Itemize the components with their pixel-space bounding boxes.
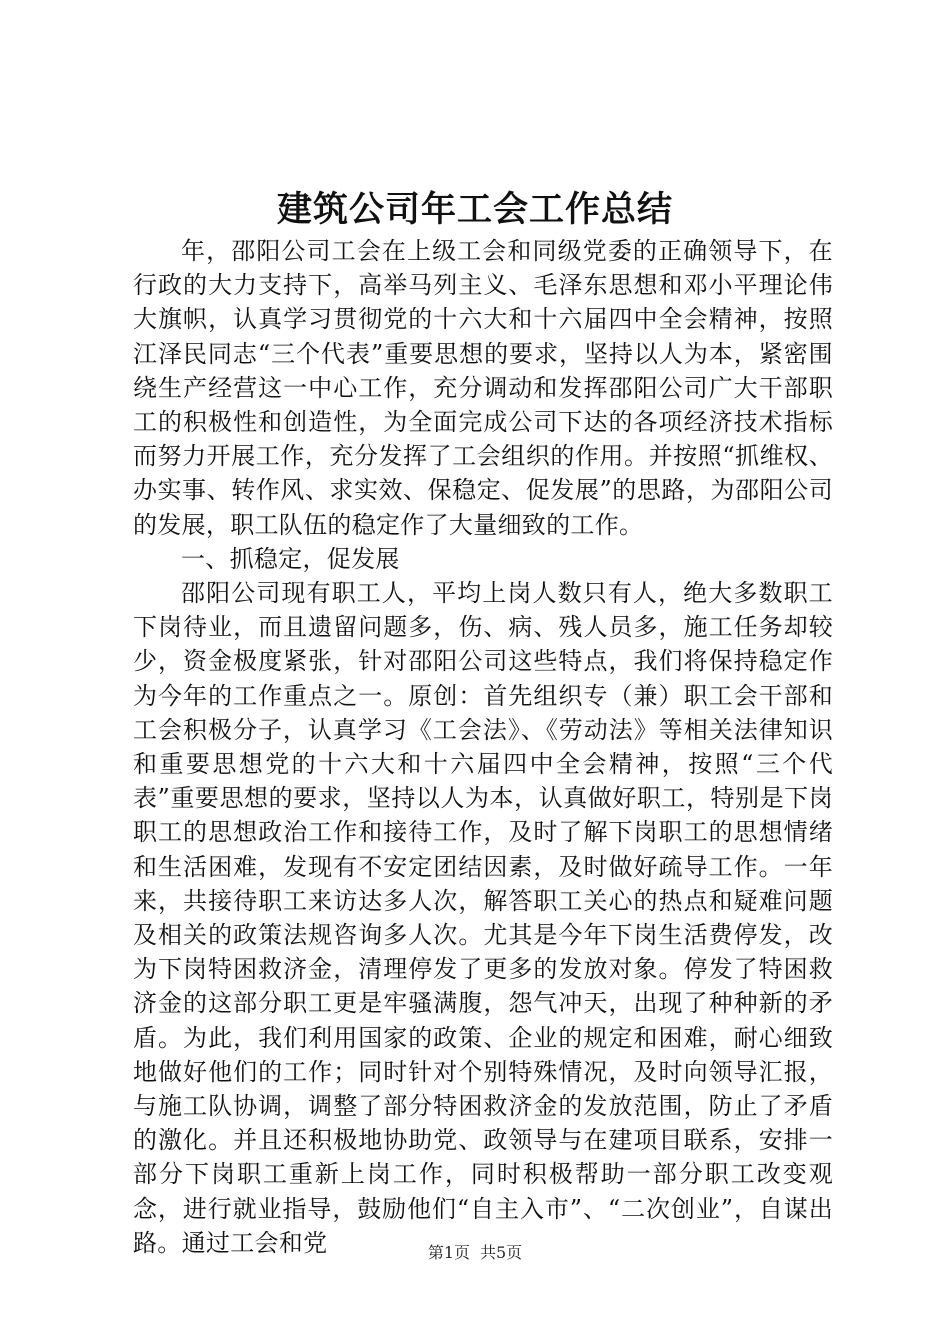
document-body — [133, 234, 833, 1260]
page-number: 第1页 — [427, 1243, 470, 1262]
section-heading: 一、抓稳定，促发展 — [181, 544, 400, 573]
section-paragraph: 邵阳公司现有职工人，平均上岗人数只有人，绝大多数职工下岗待业，而且遗留问题多，伤、病、残人员多，施工任务却较少，资金极度紧张，针对邵阳公司这些特点，我们将保持稳定作为今年的工作重点之一。原创：首先组织专（兼）职工会干部和工会积极分子，认真学习《工会法》、《劳动法》等相关法律知识和重要思想党的十六大和十六届四中全会精神，按照“三个代表”重要思想的要求，坚持以人为本，认真做好职工，特别是下岗职工的思想政治工作和接待工作，及时了解下岗职工的思想情绪和生活困难，发现有不安定团结因素，及时做好疏导工作。一年来，共接待职工来访达多人次，解答职工关心的热点和疑难问题及相关的政策法规咨询多人次。尤其是今年下岗生活费停发，改为下岗特困救济金，清理停发了更多的发放对象。停发了特困救济金的这部分职工更是牢骚满腹，怨气冲天，出现了种种新的矛盾。为此，我们利用国家的政策、企业的规定和困难，耐心细致地做好他们的工作；同时针对个别特殊情况，及时向领导汇报，与施工队协调，调整了部分特困救济金的发放范围，防止了矛盾的激化。并且还积极地协助党、政领导与在建项目联系，安排一部分下岗职工重新上岗工作，同时积极帮助一部分职工改变观念，进行就业指导，鼓励他们“自主入市”、“二次创业”，自谋出路。通过工会和党 — [133, 579, 833, 1257]
page-footer — [0, 1240, 950, 1263]
page-total: 共5页 — [480, 1243, 523, 1262]
intro-paragraph: 年，邵阳公司工会在上级工会和同级党委的正确领导下，在行政的大力支持下，高举马列主义、毛泽东思想和邓小平理论伟大旗帜，认真学习贯彻党的十六大和十六届四中全会精神，按照江泽民同志“三个代表”重要思想的要求，坚持以人为本，紧密围绕生产经营这一中心工作，充分调动和发挥邵阳公司广大干部职工的积极性和创造性，为全面完成公司下达的各项经济技术指标而努力开展工作，充分发挥了工会组织的作用。并按照“抓维权、办实事、转作风、求实效、保稳定、促发展”的思路，为邵阳公司的发展，职工队伍的稳定作了大量细致的工作。 — [133, 237, 833, 539]
document-title: 建筑公司年工会工作总结 — [276, 189, 673, 230]
